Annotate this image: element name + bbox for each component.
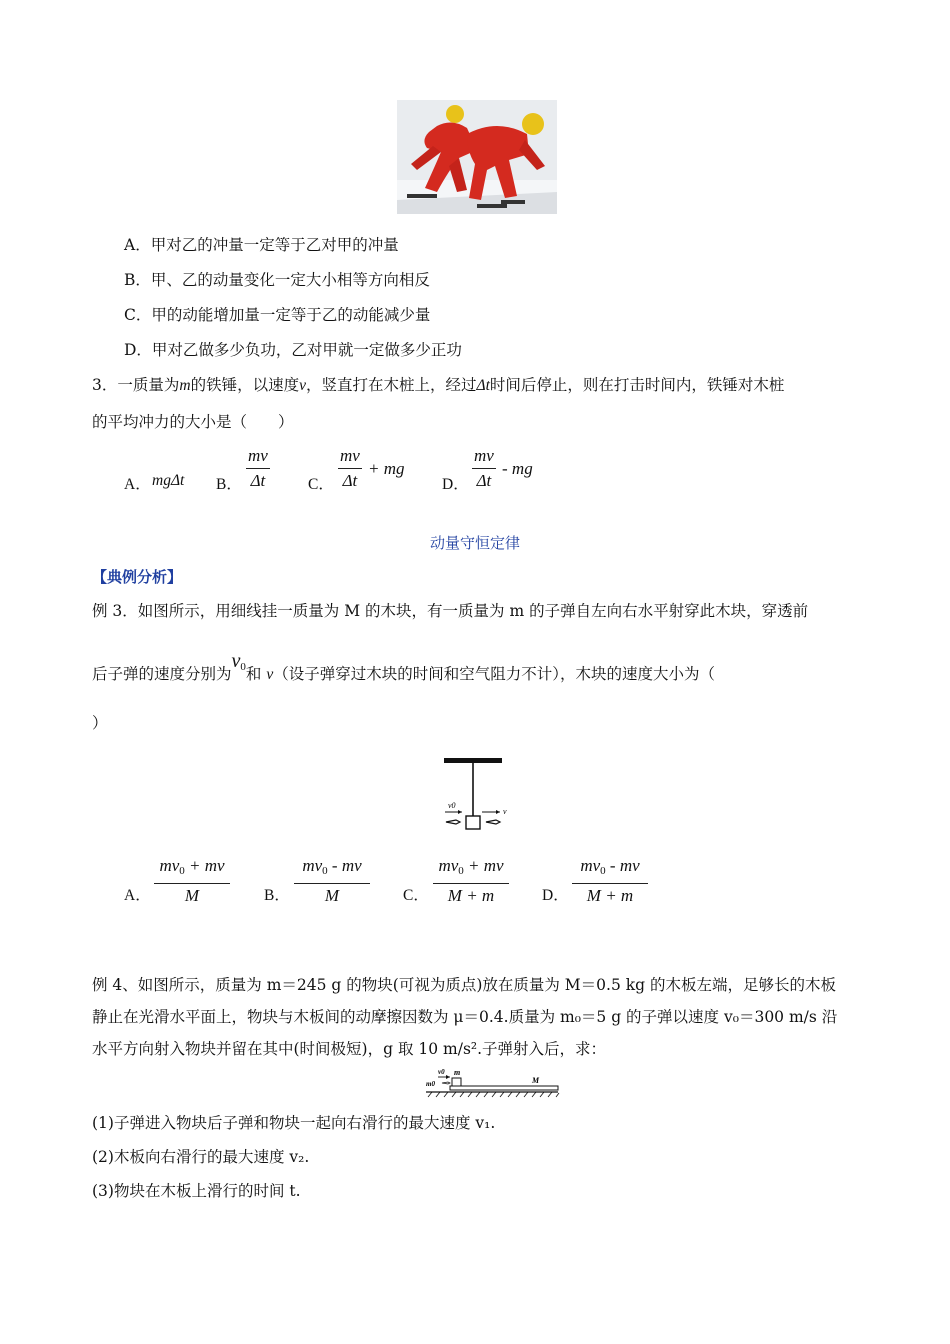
ex3-option-d-fraction: $mv_0$ - mv M + m — [572, 857, 648, 905]
ex3-option-a-label: A． — [124, 887, 151, 904]
fig-v0-label: v0 — [448, 801, 456, 810]
ex3-option-b-fraction: $mv_0$ - mv M — [294, 857, 370, 905]
q3-var-m: m — [179, 377, 191, 394]
ex3-var-v: v — [266, 666, 274, 683]
q2-option-c: C．甲的动能增加量一定等于乙的动能减少量 — [124, 306, 431, 324]
pendulum-diagram — [440, 756, 515, 834]
ex3-text-b: 和 — [245, 665, 262, 683]
fig-M-label: M — [532, 1076, 540, 1085]
ex3-option-d-label: D． — [542, 887, 569, 904]
ex3-line2 — [92, 650, 716, 689]
q3-option-c-den: Δt — [342, 471, 358, 490]
fig-v-label: v — [503, 807, 507, 816]
ex4-question-3: (3)物块在木板上滑行的时间 t. — [92, 1182, 301, 1200]
q3-text-d: 时间后停止，则在打击时间内，铁锤对木桩 — [489, 376, 785, 394]
q3-option-b-fraction — [246, 447, 270, 490]
q3-option-c-fraction — [338, 447, 362, 490]
ex3-option-c-fraction: $mv_0$ + mv M + m — [433, 857, 509, 905]
ex3-pendulum-figure — [440, 756, 515, 834]
q3-option-d-num: mv — [474, 446, 494, 465]
q2-option-b: B．甲、乙的动量变化一定大小相等方向相反 — [124, 271, 430, 289]
ex3-text-c: （设子弹穿过木块的时间和空气阻力不计），木块的速度大小为（ — [273, 665, 716, 683]
q2-option-d: D．甲对乙做多少负功，乙对甲就一定做多少正功 — [124, 341, 462, 359]
fig-m0-label: m0 — [426, 1080, 435, 1088]
q3-text-a: 3．一质量为 — [92, 376, 180, 394]
skaters-photo — [397, 100, 557, 214]
ex3-option-b-label: B． — [264, 887, 290, 904]
ex4-board-figure — [424, 1066, 560, 1100]
q2-option-a: A．甲对乙的冲量一定等于乙对甲的冲量 — [124, 236, 399, 254]
q3-option-a-label: A． — [124, 476, 151, 493]
fig-v0-label: v0 — [438, 1068, 445, 1076]
ex4-line3: 水平方向射入物块并留在其中(时间极短)，g 取 10 m/s².子弹射入后，求： — [92, 1040, 607, 1058]
ex3-option-a-fraction: $mv_0$ + mv M — [154, 857, 230, 905]
q3-option-d-den: Δt — [476, 471, 492, 490]
ex3-var-v0: $v_0$ — [231, 650, 246, 673]
q3-stem-line1 — [92, 375, 784, 396]
q3-option-d-tail: - mg — [502, 459, 533, 478]
q3-option-c-label: C． — [308, 476, 334, 493]
ex4-question-1: (1)子弹进入物块后子弹和物块一起向右滑行的最大速度 v₁. — [92, 1114, 496, 1132]
ex3-line1: 例 3．如图所示，用细线挂一质量为 M 的木块，有一质量为 m 的子弹自左向右水平射穿此木块，穿透前 — [92, 602, 809, 620]
board-block-diagram — [424, 1066, 560, 1100]
q3-var-v: v — [299, 377, 306, 394]
q3-text-c: ，竖直打在木桩上，经过 — [305, 376, 477, 394]
q3-stem-line2: 的平均冲力的大小是（ ） — [92, 413, 294, 431]
ex3-option-c-label: C． — [403, 887, 429, 904]
q3-option-c-tail: + mg — [368, 459, 405, 478]
ex3-line3: ） — [92, 714, 108, 732]
q3-option-d-label: D． — [442, 476, 469, 493]
section-title: 动量守恒定律 — [429, 534, 520, 552]
q3-option-b-label: B． — [216, 476, 242, 493]
skaters-image — [397, 100, 557, 214]
ex3-text-a: 后子弹的速度分别为 — [92, 665, 232, 683]
q3-option-c-num: mv — [340, 446, 360, 465]
q3-option-d-fraction — [472, 447, 496, 490]
q3-option-a-value: mgΔt — [152, 472, 185, 489]
ex4-line1: 例 4、如图所示，质量为 m＝245 g 的物块(可视为质点)放在质量为 M＝0.5 kg 的木板左端，足够长的木板 — [92, 976, 836, 994]
q3-var-dt: Δt — [476, 377, 490, 394]
ex4-line2: 静止在光滑水平面上，物块与木板间的动摩擦因数为 μ＝0.4.质量为 m₀＝5 g 的子弹以速度 v₀＝300 m/s 沿 — [92, 1008, 838, 1026]
fig-m-label: m — [454, 1068, 461, 1077]
ex4-question-2: (2)木板向右滑行的最大速度 v₂. — [92, 1148, 310, 1166]
q3-text-b: 的铁锤，以速度 — [190, 376, 300, 394]
q3-option-b-num: mv — [248, 446, 268, 465]
example-label: 【典例分析】 — [92, 568, 183, 586]
q3-option-b-den: Δt — [250, 471, 266, 490]
